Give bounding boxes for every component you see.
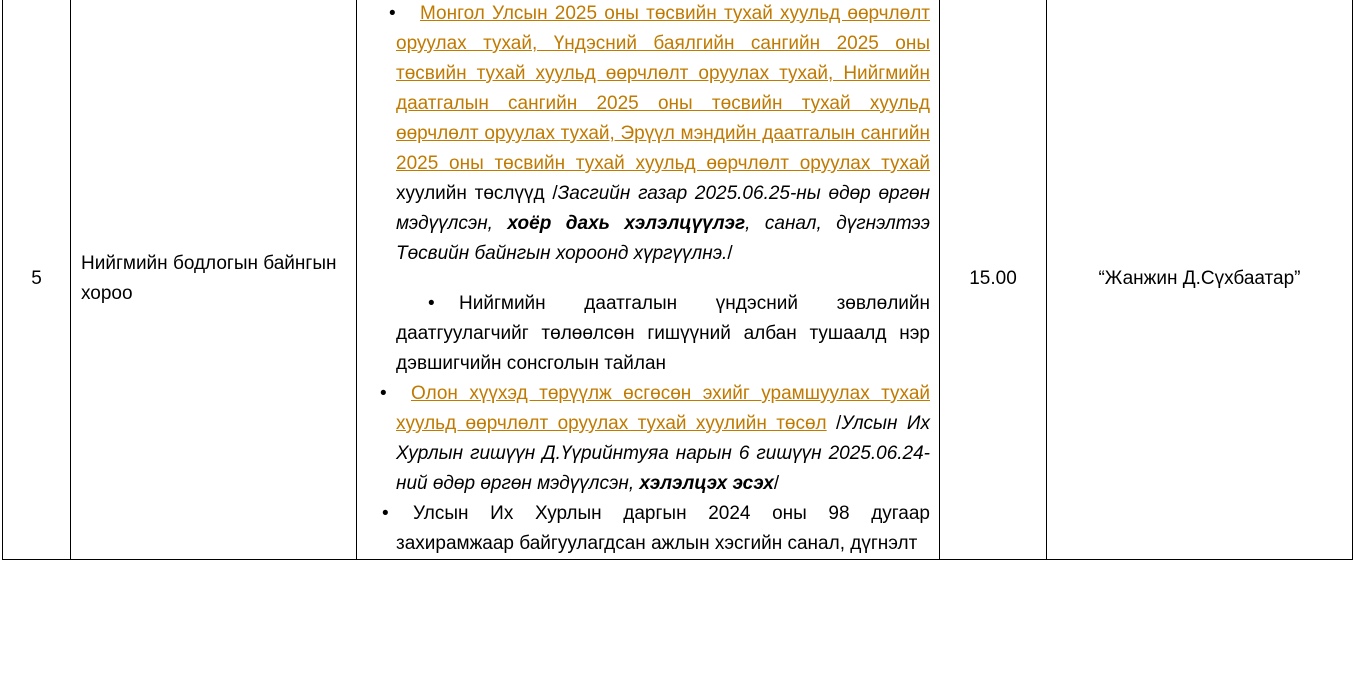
agenda-item-list (396, 0, 930, 559)
list-item (396, 0, 930, 269)
committee-name: Нийгмийн бодлогын байнгын хороо (71, 0, 357, 560)
row-number: 5 (3, 0, 71, 560)
item-text: хуулийн төслүүд / (396, 183, 558, 204)
meeting-room (1047, 0, 1353, 560)
item-note-bold: хоёр дахь хэлэлцүүлэг (507, 213, 746, 234)
item-note: Засгийн газар 2025.06.25-ны өдөр өргөн мэдүүлсэн, хоёр дахь хэлэлцүүлэг, санал, дүгнэлтээ Төсвийн байнгын хороонд хүргүүлнэ. (396, 183, 930, 264)
bill-link[interactable]: Монгол Улсын 2025 оны төсвийн тухай хуульд өөрчлөлт оруулах тухай, Үндэсний баялгийн сангийн 2025 оны төсвийн тухай хуульд өөрчлөлт оруулах тухай, Нийгмийн даатгалын сангийн 2025 оны төсвийн тухай хуульд өөрчлөлт оруулах тухай, Эрүүл мэндийн даатгалын сангийн 2025 оны төсвийн тухай хуульд өөрчлөлт оруулах тухай (396, 3, 930, 174)
list-item (396, 379, 930, 499)
item-text: Улсын Их Хурлын даргын 2024 оны 98 дугаар захирамжаар байгуулагдсан ажлын хэсгийн санал, дүгнэлт (396, 503, 930, 554)
table-row (3, 0, 1353, 560)
item-note-close: / (727, 243, 733, 264)
item-note-bold: хэлэлцэх эсэх (639, 473, 774, 494)
item-text: Нийгмийн даатгалын үндэсний зөвлөлийн даатгуулагчийг төлөөлсөн гишүүний албан тушаалд нэр дэвшигчийн сонсголын тайлан (396, 293, 930, 374)
item-text: / (826, 413, 842, 434)
session-time: 15.00 (940, 0, 1047, 560)
item-note-close: / (773, 473, 780, 494)
agenda-table (2, 0, 1353, 560)
bill-link[interactable]: Олон хүүхэд төрүүлж өсгөсөн эхийг урамшуулах тухай хуульд өөрчлөлт оруулах тухай хуулийн төсөл (396, 383, 930, 434)
list-item (396, 499, 930, 559)
meeting-room-label: “Жанжин Д.Сүхбаатар” (1098, 268, 1301, 289)
item-note: Улсын Их Хурлын гишүүн Д.Үүрийнтуяа нарын 6 гишүүн 2025.06.24-ний өдөр өргөн мэдүүлсэн, хэлэлцэх эсэх (396, 413, 930, 494)
list-item (396, 289, 930, 379)
agenda-items-cell (357, 0, 940, 560)
